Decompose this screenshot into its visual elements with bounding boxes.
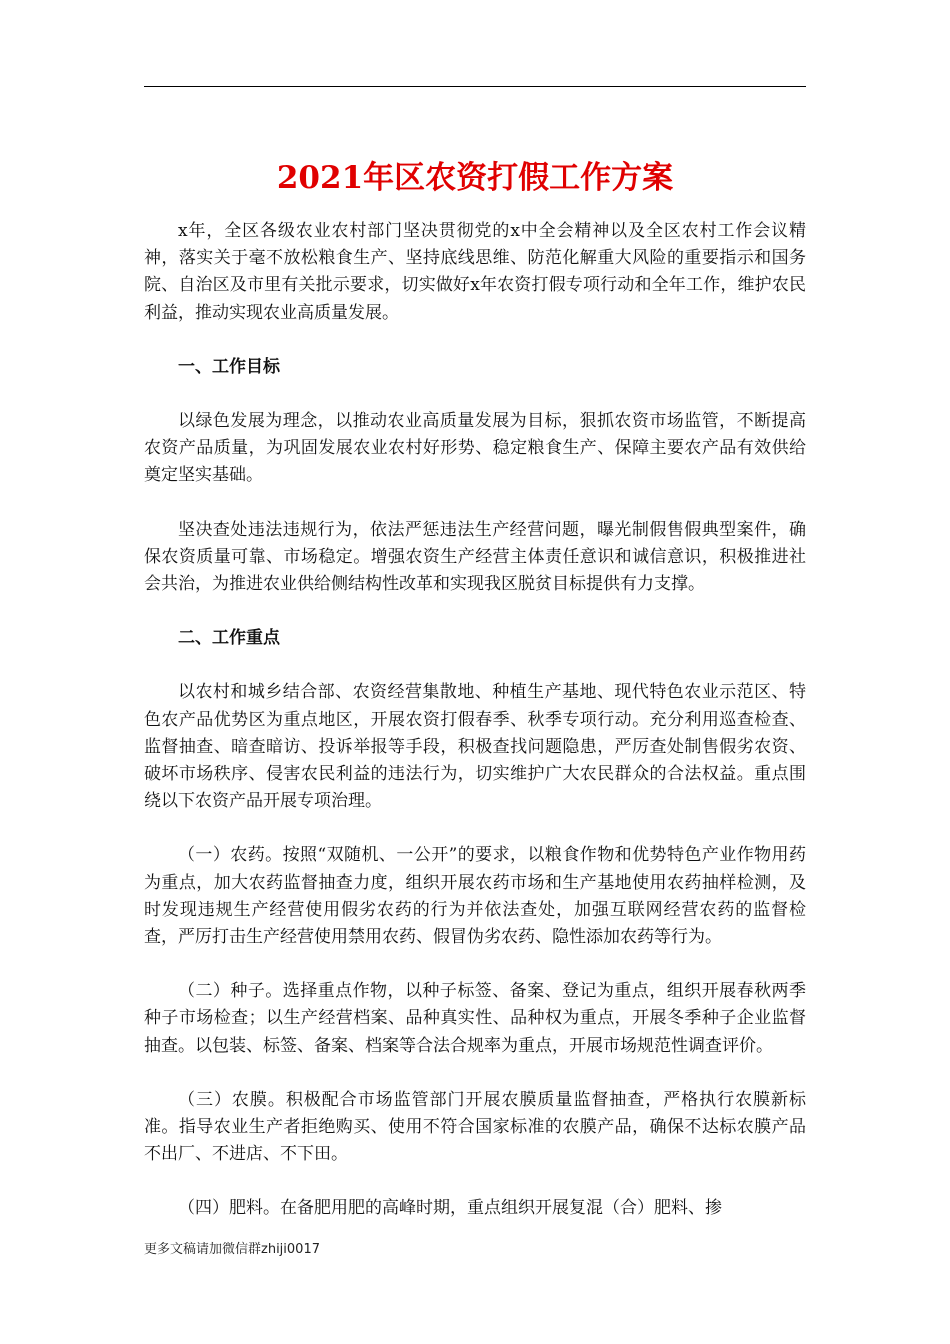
goals-paragraph-2: 坚决查处违法违规行为，依法严惩违法生产经营问题，曝光制假售假典型案件，确保农资质量可靠、市场稳定。增强农资生产经营主体责任意识和诚信意识，积极推进社会共治，为推进农业供给侧结构性改革和实现我区脱贫目标提供有力支撑。 <box>144 519 806 595</box>
footer-note: 更多文稿请加微信群zhiji0017 <box>144 1242 320 1257</box>
intro-paragraph: x年，全区各级农业农村部门坚决贯彻党的x中全会精神以及全区农村工作会议精神，落实关于毫不放松粮食生产、坚持底线思维、防范化解重大风险的重要指示和国务院、自治区及市里有关批示要求，切实做好x年农资打假专项行动和全年工作，维护农民利益，推动实现农业高质量发展。 <box>144 221 806 323</box>
focus-paragraph-seeds: （二）种子。选择重点作物，以种子标签、备案、登记为重点，组织开展春秋两季种子市场检查；以生产经营档案、品种真实性、品种权为重点，开展冬季种子企业监督抽查。以包装、标签、备案、档案等合法合规率为重点，开展市场规范性调查评价。 <box>144 981 806 1056</box>
focus-paragraph-fertilizer: （四）肥料。在备肥用肥的高峰时期，重点组织开展复混（合）肥料、掺 <box>178 1198 722 1219</box>
focus-paragraph-pesticides: （一）农药。按照“双随机、一公开”的要求，以粮食作物和优势特色产业作物用药为重点，加大农药监督抽查力度，组织开展农药市场和生产基地使用农药抽样检测，及时发现违规生产经营使用假劣农药的行为并依法查处，加强互联网经营农药的监督检查，严厉打击生产经营使用禁用农药、假冒伪劣农药、隐性添加农药等行为。 <box>144 845 806 948</box>
section-heading-goals: 一、工作目标 <box>178 356 280 377</box>
goals-paragraph-1: 以绿色发展为理念，以推动农业高质量发展为目标，狠抓农资市场监管，不断提高农资产品质量，为巩固发展农业农村好形势、稳定粮食生产、保障主要农产品有效供给奠定坚实基础。 <box>144 411 806 486</box>
focus-paragraph-film: （三）农膜。积极配合市场监管部门开展农膜质量监督抽查，严格执行农膜新标准。指导农业生产者拒绝购买、使用不符合国家标准的农膜产品，确保不达标农膜产品不出厂、不进店、不下田。 <box>144 1089 806 1165</box>
section-heading-focus: 二、工作重点 <box>178 628 280 649</box>
page-title: 2021年区农资打假工作方案 <box>276 160 674 196</box>
header-rule <box>144 86 806 87</box>
document-body <box>144 218 806 1250</box>
focus-paragraph-overview: 以农村和城乡结合部、农资经营集散地、种植生产基地、现代特色农业示范区、特色农产品优势区为重点地区，开展农资打假春季、秋季专项行动。充分利用巡查检查、监督抽查、暗查暗访、投诉举报等手段，积极查找问题隐患，严厉查处制售假劣农资、破坏市场秩序、侵害农民利益的违法行为，切实维护广大农民群众的合法权益。重点围绕以下农资产品开展专项治理。 <box>144 682 806 812</box>
